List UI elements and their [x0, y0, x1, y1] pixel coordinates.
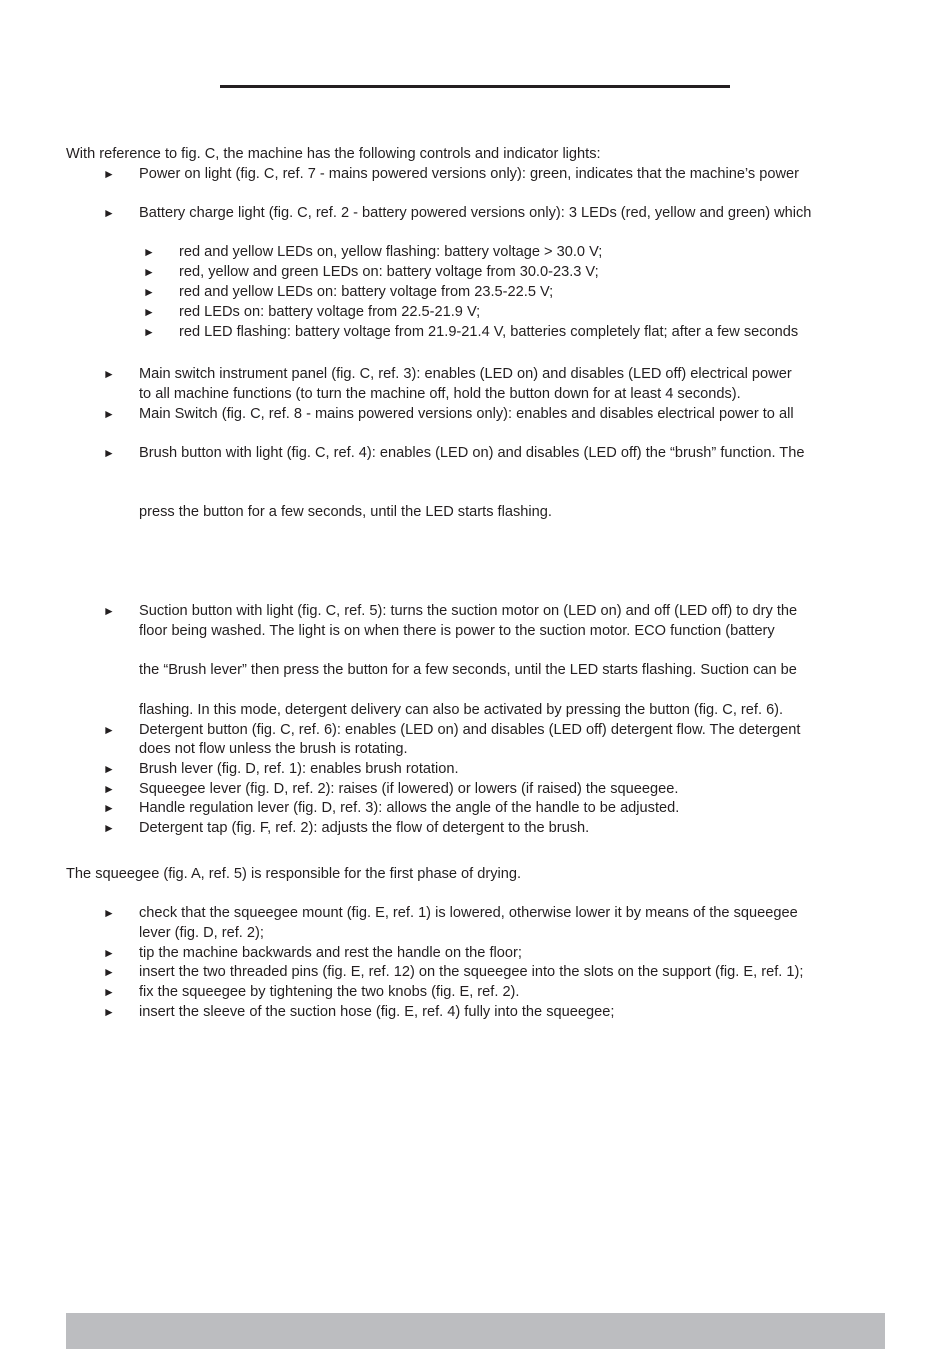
bullet-icon: ► [103, 946, 115, 960]
main-switch-panel-item: Main switch instrument panel (fig. C, ref. 3): enables (LED on) and disables (LED off) electrical power [139, 366, 792, 382]
detergent-tap-item: Detergent tap (fig. F, ref. 2): adjusts the flow of detergent to the brush. [139, 820, 590, 836]
squeegee-lever-item: Squeegee lever (fig. D, ref. 2): raises (if lowered) or lowers (if raised) the squeegee. [139, 781, 679, 797]
squeegee-step: tip the machine backwards and rest the handle on the floor; [139, 945, 522, 961]
bullet-icon: ► [103, 167, 115, 181]
bullet-icon: ► [103, 965, 115, 979]
bullet-icon: ► [143, 245, 155, 259]
page-footer-band [66, 1313, 885, 1349]
bullet-icon: ► [143, 305, 155, 319]
bullet-icon: ► [103, 801, 115, 815]
power-light-item: Power on light (fig. C, ref. 7 - mains powered versions only): green, indicates that the machine’s power [139, 166, 800, 182]
brush-button-eco: press the button for a few seconds, until the LED starts flashing. [139, 504, 552, 520]
main-switch-item: Main Switch (fig. C, ref. 8 - mains powered versions only): enables and disables electrical power to all [139, 406, 794, 422]
suction-button-item-cont: floor being washed. The light is on when there is power to the suction motor. ECO function (battery [139, 623, 775, 639]
bullet-icon: ► [103, 604, 115, 618]
bullet-icon: ► [103, 821, 115, 835]
bullet-icon: ► [103, 367, 115, 381]
battery-state-item: red, yellow and green LEDs on: battery voltage from 30.0-23.3 V; [179, 264, 599, 280]
intro-text: With reference to fig. C, the machine has the following controls and indicator lights: [66, 146, 601, 162]
battery-state-item: red LEDs on: battery voltage from 22.5-21.9 V; [179, 304, 481, 320]
bullet-icon: ► [143, 325, 155, 339]
squeegee-step: insert the two threaded pins (fig. E, ref. 12) on the squeegee into the slots on the support (fig. E, ref. 1); [139, 964, 804, 980]
bullet-icon: ► [103, 985, 115, 999]
battery-light-item: Battery charge light (fig. C, ref. 2 - battery powered versions only): 3 LEDs (red, yellow and green) which [139, 205, 812, 221]
bullet-icon: ► [103, 782, 115, 796]
battery-state-item: red and yellow LEDs on, yellow flashing: battery voltage > 30.0 V; [179, 244, 603, 260]
squeegee-step-cont: lever (fig. D, ref. 2); [139, 925, 264, 941]
main-switch-panel-item-cont: to all machine functions (to turn the machine off, hold the button down for at least 4 seconds). [139, 386, 741, 402]
brush-lever-item: Brush lever (fig. D, ref. 1): enables brush rotation. [139, 761, 459, 777]
squeegee-step: insert the sleeve of the suction hose (fig. E, ref. 4) fully into the squeegee; [139, 1004, 615, 1020]
handle-lever-item: Handle regulation lever (fig. D, ref. 3): allows the angle of the handle to be adjusted. [139, 800, 680, 816]
bullet-icon: ► [143, 285, 155, 299]
battery-state-item: red and yellow LEDs on: battery voltage from 23.5-22.5 V; [179, 284, 554, 300]
suction-button-item-cont: the “Brush lever” then press the button for a few seconds, until the LED starts flashing. Suction can be [139, 662, 797, 678]
brush-button-item: Brush button with light (fig. C, ref. 4): enables (LED on) and disables (LED off) the “brush” function. The [139, 445, 805, 461]
bullet-icon: ► [103, 1005, 115, 1019]
suction-button-item: Suction button with light (fig. C, ref. 5): turns the suction motor on (LED on) and off (LED off) to dry the [139, 603, 798, 619]
bullet-icon: ► [143, 265, 155, 279]
detergent-button-item: Detergent button (fig. C, ref. 6): enables (LED on) and disables (LED off) detergent flow. The detergent [139, 722, 801, 738]
bullet-icon: ► [103, 723, 115, 737]
bullet-icon: ► [103, 906, 115, 920]
bullet-icon: ► [103, 407, 115, 421]
bullet-icon: ► [103, 206, 115, 220]
bullet-icon: ► [103, 762, 115, 776]
battery-state-item: red LED flashing: battery voltage from 21.9-21.4 V, batteries completely flat; after a few seconds [179, 324, 799, 340]
suction-button-item-cont: flashing. In this mode, detergent delivery can also be activated by pressing the button (fig. C, ref. 6). [139, 702, 784, 718]
bullet-icon: ► [103, 446, 115, 460]
squeegee-step: check that the squeegee mount (fig. E, ref. 1) is lowered, otherwise lower it by means of the squeegee [139, 905, 798, 921]
squeegee-intro: The squeegee (fig. A, ref. 5) is responsible for the first phase of drying. [66, 866, 522, 882]
detergent-button-item-cont: does not flow unless the brush is rotating. [139, 741, 408, 757]
squeegee-step: fix the squeegee by tightening the two knobs (fig. E, ref. 2). [139, 984, 520, 1000]
section-title-rule [220, 85, 730, 88]
